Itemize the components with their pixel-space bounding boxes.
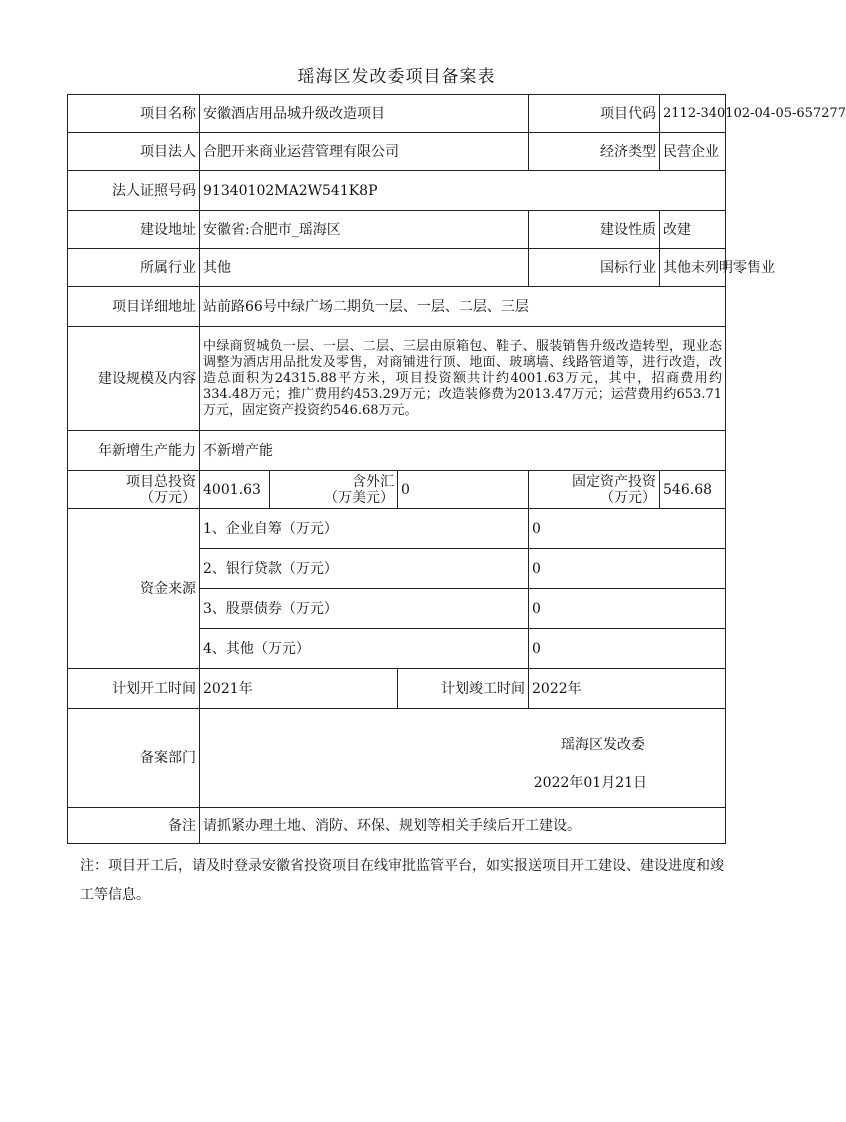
funding-item-value: 0	[529, 509, 726, 549]
foreign-exchange-value: 0	[398, 471, 529, 509]
funding-item-label: 2、银行贷款（万元）	[200, 549, 529, 589]
filing-dept-name: 瑶海区发改委	[561, 737, 646, 753]
license-value: 91340102MA2W541K8P	[200, 171, 726, 211]
project-code-value: 2112-340102-04-05-657277	[660, 95, 726, 133]
foreign-exchange-label-line1: 含外汇	[352, 473, 394, 490]
legal-person-label: 项目法人	[68, 133, 200, 171]
funding-item-value: 0	[529, 629, 726, 669]
funding-label: 资金来源	[68, 509, 200, 669]
total-invest-label-line1: 项目总投资	[126, 473, 196, 490]
foreign-exchange-label-line2: （万美元）	[324, 489, 394, 506]
fixed-invest-label	[529, 471, 660, 509]
funding-item-label: 3、股票债券（万元）	[200, 589, 529, 629]
row-legal-person	[68, 133, 726, 171]
total-invest-value: 4001.63	[200, 471, 270, 509]
plan-start-value: 2021年	[200, 669, 398, 709]
build-nature-label: 建设性质	[529, 211, 660, 249]
industry-label: 所属行业	[68, 249, 200, 287]
foreign-exchange-label	[270, 471, 398, 509]
row-new-capacity	[68, 431, 726, 471]
row-detail-address	[68, 287, 726, 327]
row-remark	[68, 808, 726, 844]
build-nature-value: 改建	[660, 211, 726, 249]
build-address-label: 建设地址	[68, 211, 200, 249]
row-filing-dept	[68, 709, 726, 808]
build-address-value: 安徽省:合肥市_瑶海区	[200, 211, 529, 249]
row-industry	[68, 249, 726, 287]
detail-address-label: 项目详细地址	[68, 287, 200, 327]
fixed-invest-label-line2: （万元）	[600, 489, 657, 506]
fixed-invest-label-line1: 固定资产投资	[572, 473, 657, 490]
row-build-address	[68, 211, 726, 249]
remark-label: 备注	[68, 808, 200, 844]
row-investment	[68, 471, 726, 509]
detail-address-value: 站前路66号中绿广场二期负一层、一层、二层、三层	[200, 287, 726, 327]
new-capacity-value: 不新增产能	[200, 431, 726, 471]
filing-dept-date: 2022年01月21日	[533, 775, 648, 791]
fixed-invest-value: 546.68	[660, 471, 726, 509]
total-invest-label	[68, 471, 200, 509]
economic-type-value: 民营企业	[660, 133, 726, 171]
row-scale-content	[68, 327, 726, 431]
filing-dept-area	[200, 709, 725, 807]
funding-item-label: 4、其他（万元）	[200, 629, 529, 669]
project-name-value: 安徽酒店用品城升级改造项目	[200, 95, 529, 133]
total-invest-label-line2: （万元）	[140, 489, 196, 506]
scale-content-label: 建设规模及内容	[68, 327, 200, 431]
plan-start-label: 计划开工时间	[68, 669, 200, 709]
economic-type-label: 经济类型	[529, 133, 660, 171]
legal-person-value: 合肥开来商业运营管理有限公司	[200, 133, 529, 171]
row-funding-1	[68, 509, 726, 549]
funding-item-value: 0	[529, 549, 726, 589]
footnote: 注：项目开工后，请及时登录安徽省投资项目在线审批监管平台，如实报送项目开工建设、建设进度和竣工等信息。	[80, 858, 724, 903]
plan-finish-label: 计划竣工时间	[398, 669, 529, 709]
national-industry-value: 其他未列明零售业	[660, 249, 726, 287]
filing-dept-cell	[200, 709, 726, 808]
filing-dept-label: 备案部门	[68, 709, 200, 808]
project-name-label: 项目名称	[68, 95, 200, 133]
funding-item-label: 1、企业自筹（万元）	[200, 509, 529, 549]
form-title: 瑶海区发改委项目备案表	[297, 67, 496, 87]
scale-content-value: 中绿商贸城负一层、一层、二层、三层由原箱包、鞋子、服装销售升级改造转型，现业态调整为酒店用品批发及零售，对商铺进行顶、地面、玻璃墙、线路管道等，进行改造，改造总面积为24315.88平方米，项目投资额共计约4001.63万元，其中，招商费用约334.48万元；推广费用约453.29万元；改造装修费为2013.47万元；运营费用约653.71万元，固定资产投资约546.68万元。	[200, 327, 726, 431]
new-capacity-label: 年新增生产能力	[68, 431, 200, 471]
row-schedule	[68, 669, 726, 709]
filing-table	[67, 94, 846, 844]
license-label: 法人证照号码	[68, 171, 200, 211]
row-project-name	[68, 95, 726, 133]
national-industry-label: 国标行业	[529, 249, 660, 287]
remark-value: 请抓紧办理土地、消防、环保、规划等相关手续后开工建设。	[200, 808, 726, 844]
row-license	[68, 171, 726, 211]
project-code-label: 项目代码	[529, 95, 660, 133]
industry-value: 其他	[200, 249, 529, 287]
funding-item-value: 0	[529, 589, 726, 629]
plan-finish-value: 2022年	[529, 669, 726, 709]
